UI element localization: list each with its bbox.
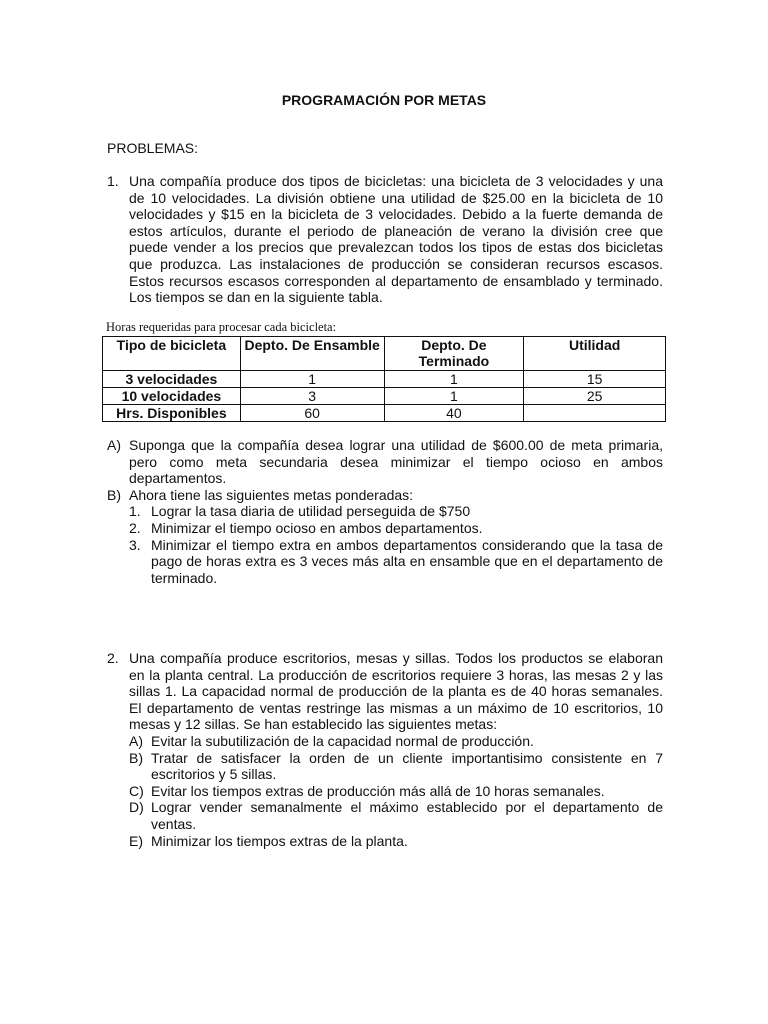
- goal-text: Minimizar los tiempos extras de la planta.: [151, 832, 408, 849]
- table-row: [103, 405, 666, 422]
- problem-2-goal: [129, 733, 663, 750]
- goal-marker: D): [129, 799, 144, 816]
- problem-1-text: Una compañía produce dos tipos de bicicletas: una bicicleta de 3 velocidades y una de 10 velocidades. La división obtiene una utilidad de $25.00 en la bicicleta de 10 velocidades y $15 en la bicicleta de 3 velocidades. Debido a la fuerte demanda de estos artículos, durante el periodo de planeación de verano la división cree que puede vender a los precios que prevalezcan todos los tipos de estas dos bicicletas que produzca. Las instalaciones de producción se consideran recursos escasos. Estos recursos escasos corresponden al departamento de ensamblado y terminado. Los tiempos se dan en la siguiente tabla.: [129, 173, 663, 306]
- table-cell: 1: [240, 370, 384, 387]
- goal-text: Evitar la subutilización de la capacidad normal de producción.: [151, 732, 534, 749]
- header-cell: Utilidad: [524, 337, 666, 371]
- problem-2-text: Una compañía produce escritorios, mesas y sillas. Todos los productos se elaboran en la planta central. La producción de escritorios requiere 3 horas, las mesas 2 y las sillas 1. La capacidad normal de producción de la planta es de 40 horas semanales. El departamento de ventas restringe las mismas a un máximo de 10 escritorios, 10 mesas y 12 sillas. Se han establecido las siguientes metas:: [129, 650, 663, 733]
- header-cell: Tipo de bicicleta: [103, 337, 241, 371]
- part-b-item: [129, 537, 663, 587]
- section-heading: PROBLEMAS:: [107, 140, 199, 156]
- part-a: [107, 437, 663, 487]
- table-cell: [524, 405, 666, 422]
- goal-text: Lograr vender semanalmente el máximo establecido por el departamento de ventas.: [151, 799, 663, 832]
- item-text: Minimizar el tiempo ocioso en ambos departamentos.: [151, 519, 483, 536]
- goal-marker: E): [129, 832, 143, 849]
- item-marker: 3.: [129, 536, 141, 553]
- problem-2-goal: [129, 783, 663, 800]
- problem-2-goal: [129, 750, 663, 783]
- table-cell: 1: [384, 387, 524, 404]
- row-label: Hrs. Disponibles: [103, 405, 241, 422]
- problem-2-goal: [129, 833, 663, 850]
- page-title: PROGRAMACIÓN POR METAS: [281, 92, 487, 108]
- item-marker: 1.: [129, 503, 141, 520]
- problem-1: [107, 173, 663, 306]
- part-b-item: [129, 520, 663, 537]
- goal-marker: A): [129, 732, 143, 749]
- item-marker: 2.: [129, 519, 141, 536]
- goal-marker: B): [129, 749, 143, 766]
- problem-2-goal: [129, 799, 663, 832]
- table-row: [103, 387, 666, 404]
- problem-2: [107, 650, 663, 849]
- table-cell: 3: [240, 387, 384, 404]
- goal-marker: C): [129, 782, 144, 799]
- part-a-text: Suponga que la compañía desea lograr una utilidad de $600.00 de meta primaria, pero como meta secundaria desea minimizar el tiempo ocioso en ambos departamentos.: [129, 437, 663, 487]
- problem-2-number: 2.: [107, 650, 119, 666]
- header-cell: Depto. De Ensamble: [240, 337, 384, 371]
- part-a-marker: A): [107, 437, 121, 453]
- header-cell: Depto. De Terminado: [384, 337, 524, 371]
- part-b-item: [129, 503, 663, 520]
- table-caption: Horas requeridas para procesar cada bicicleta:: [106, 320, 337, 334]
- problem-2-statement: [107, 650, 663, 733]
- problem-1-number: 1.: [107, 173, 119, 189]
- problem-1-parts: [107, 437, 663, 586]
- part-b: [107, 487, 663, 504]
- table-row: [103, 370, 666, 387]
- item-text: Minimizar el tiempo extra en ambos departamentos considerando que la tasa de pago de horas extra es 3 veces más alta en ensamble que en el departamento de terminado.: [151, 536, 663, 586]
- row-label: 3 velocidades: [103, 370, 241, 387]
- part-b-marker: B): [107, 486, 121, 503]
- table-cell: 40: [384, 405, 524, 422]
- table-cell: 60: [240, 405, 384, 422]
- table-cell: 25: [524, 387, 666, 404]
- row-label: 10 velocidades: [103, 387, 241, 404]
- hours-table: [102, 336, 666, 422]
- part-b-text: Ahora tiene las siguientes metas ponderadas:: [129, 486, 414, 503]
- goal-text: Evitar los tiempos extras de producción más allá de 10 horas semanales.: [151, 782, 605, 799]
- table-cell: 15: [524, 370, 666, 387]
- table-cell: 1: [384, 370, 524, 387]
- table-header-row: [103, 337, 666, 371]
- item-text: Lograr la tasa diaria de utilidad perseguida de $750: [151, 503, 471, 520]
- goal-text: Tratar de satisfacer la orden de un cliente importantisimo consistente en 7 escritorios y 5 sillas.: [151, 749, 663, 783]
